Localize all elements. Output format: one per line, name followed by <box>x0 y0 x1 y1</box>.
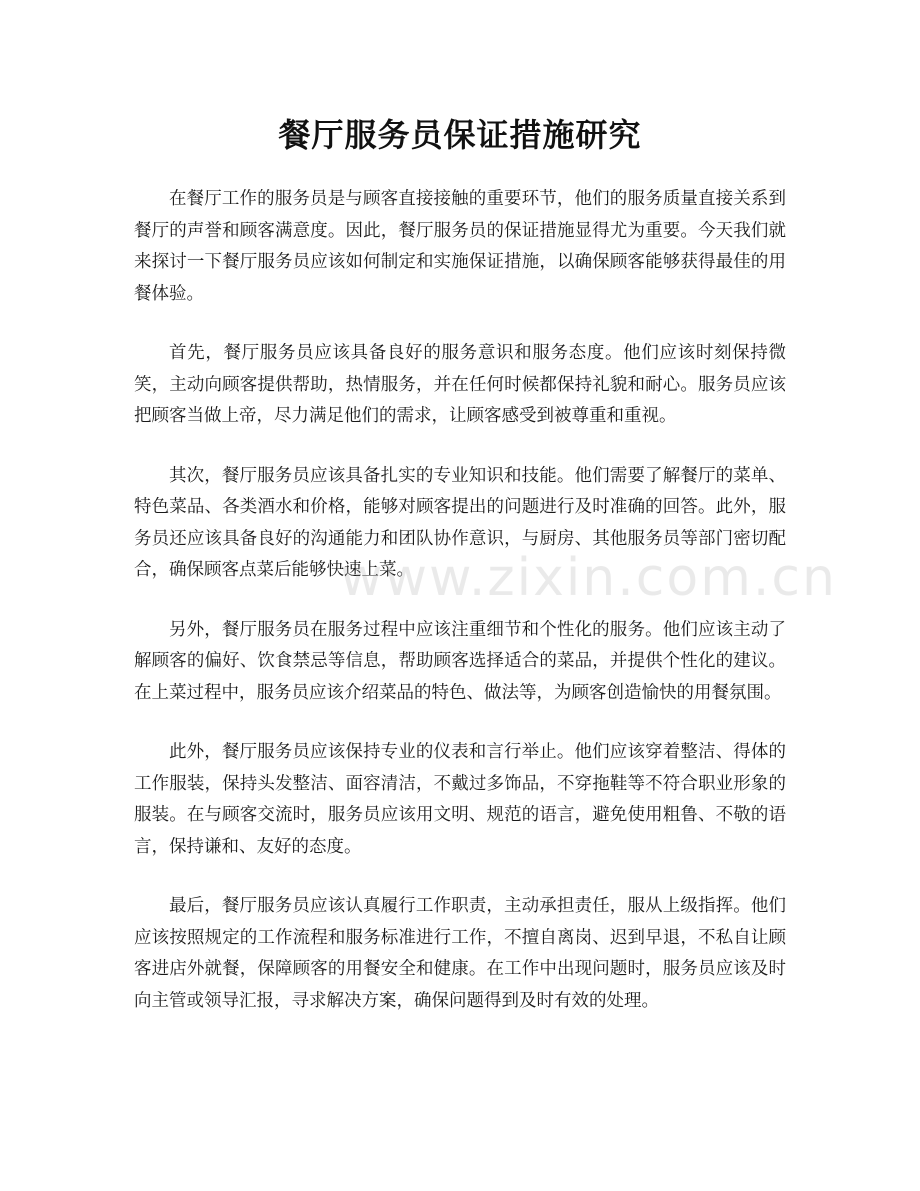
paragraph-intro: 在餐厅工作的服务员是与顾客直接接触的重要环节，他们的服务质量直接关系到餐厅的声誉和顾客满意度。因此，餐厅服务员的保证措施显得尤为重要。今天我们就来探讨一下餐厅服务员应该如何制定和实施保证措施，以确保顾客能够获得最佳的用餐体验。 <box>134 189 786 304</box>
paragraph-personalized-service: 另外，餐厅服务员在服务过程中应该注重细节和个性化的服务。他们应该主动了解顾客的偏好、饮食禁忌等信息，帮助顾客选择适合的菜品，并提供个性化的建议。在上菜过程中，服务员应该介绍菜品的特色、做法等，为顾客创造愉快的用餐氛围。 <box>134 619 786 703</box>
paragraph-professional-knowledge: 其次，餐厅服务员应该具备扎实的专业知识和技能。他们需要了解餐厅的菜单、特色菜品、各类酒水和价格，能够对顾客提出的问题进行及时准确的回答。此外，服务员还应该具备良好的沟通能力和团队协作意识，与厨房、其他服务员等部门密切配合，确保顾客点菜后能够快速上菜。 <box>134 465 786 580</box>
paragraph-appearance-conduct: 此外，餐厅服务员应该保持专业的仪表和言行举止。他们应该穿着整洁、得体的工作服装，保持头发整洁、面容清洁，不戴过多饰品，不穿拖鞋等不符合职业形象的服装。在与顾客交流时，服务员应该用文明、规范的语言，避免使用粗鲁、不敬的语言，保持谦和、友好的态度。 <box>134 742 786 857</box>
document-body <box>134 184 786 1045</box>
document-title: 餐厅服务员保证措施研究 <box>278 116 642 154</box>
watermark: www.zixin.com.cn <box>340 548 837 608</box>
paragraph-responsibilities: 最后，餐厅服务员应该认真履行工作职责，主动承担责任，服从上级指挥。他们应该按照规定的工作流程和服务标准进行工作，不擅自离岗、迟到早退，不私自让顾客进店外就餐，保障顾客的用餐安全和健康。在工作中出现问题时，服务员应该及时向主管或领导汇报，寻求解决方案，确保问题得到及时有效的处理。 <box>134 896 786 1011</box>
paragraph-service-attitude: 首先，餐厅服务员应该具备良好的服务意识和服务态度。他们应该时刻保持微笑，主动向顾客提供帮助，热情服务，并在任何时候都保持礼貌和耐心。服务员应该把顾客当做上帝，尽力满足他们的需求，让顾客感受到被尊重和重视。 <box>134 343 786 426</box>
